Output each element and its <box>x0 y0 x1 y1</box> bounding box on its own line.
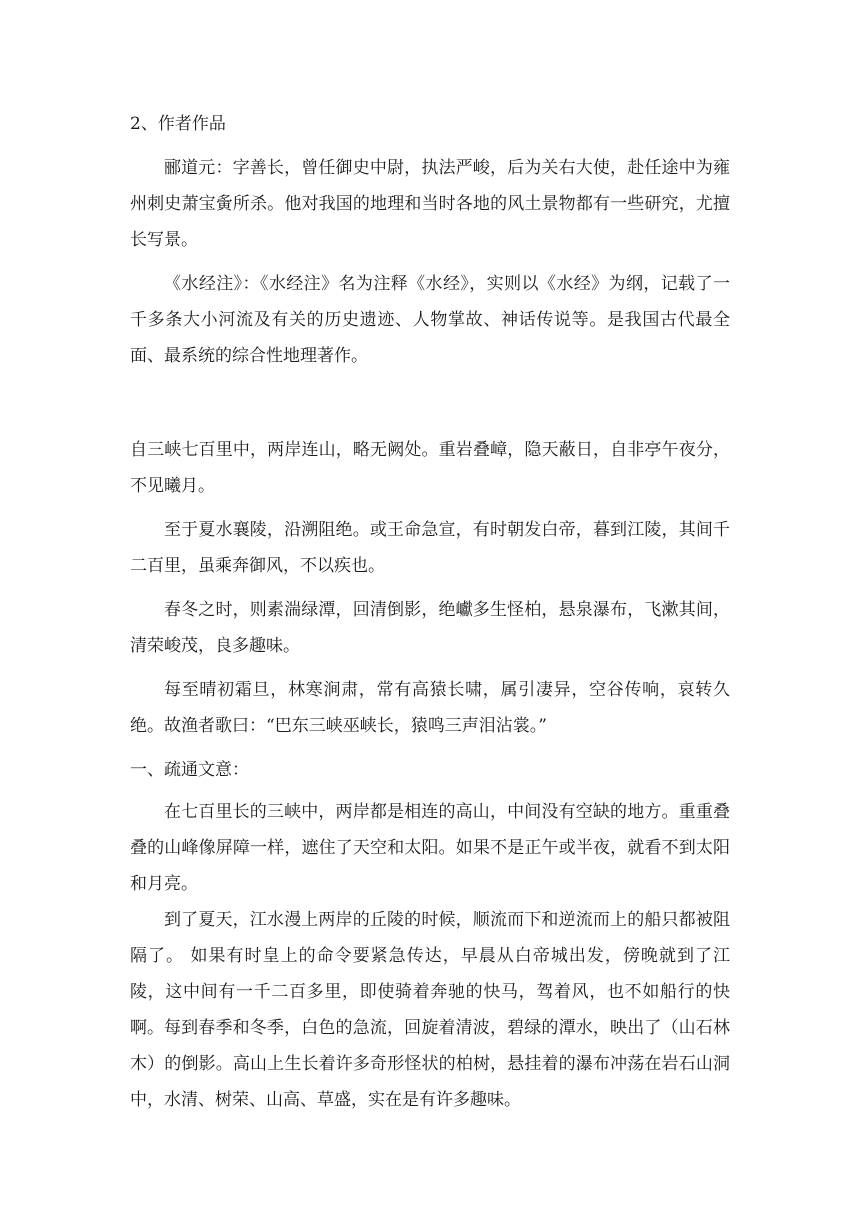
translation-paragraph-1: 在七百里长的三峡中，两岸都是相连的高山，中间没有空缺的地方。重重叠叠的山峰像屏障一样，遮住了天空和太阳。如果不是正午或半夜，就看不到太阳和月亮。 <box>130 802 730 894</box>
author-intro-paragraph: 郦道元：字善长，曾任御史中尉，执法严峻，后为关右大使，赴任途中为雍州刺史萧宝夤所杀。他对我国的地理和当时各地的风土景物都有一些研究，尤擅长写景。 <box>130 158 730 250</box>
original-text-paragraph-1: 自三峡七百里中，两岸连山，略无阙处。重岩叠嶂，隐天蔽日，自非亭午夜分，不见曦月。 <box>130 440 730 496</box>
translation-paragraph-2: 到了夏天，江水漫上两岸的丘陵的时候，顺流而下和逆流而上的船只都被阻隔了。 如果有时皇上的命令要紧急传达，早晨从白帝城出发，傍晚就到了江陵，这中间有一千二百多里，即使骑着奔驰的快马，驾着风，也不如船行的快啊。 <box>130 910 730 1038</box>
translation-paragraph-3: 每到春季和冬季，白色的急流，回旋着清波，碧绿的潭水，映出了（山石林木）的倒影。高山上生长着许多奇形怪状的柏树，悬挂着的瀑布冲荡在岩石山洞中，水清、树荣、山高、草盛，实在是有许多趣味。 <box>130 1018 730 1110</box>
section-heading: 2、作者作品 <box>130 114 226 134</box>
work-intro-paragraph: 《水经注》：《水经注》名为注释《水经》，实则以《水经》为纲，记载了一千多条大小河流及有关的历史遗迹、人物掌故、神话传说等。是我国古代最全面、最系统的综合性地理著作。 <box>130 274 730 366</box>
translation-heading: 一、疏通文意： <box>130 760 249 780</box>
original-text-paragraph-2: 至于夏水襄陵，沿溯阻绝。或王命急宣，有时朝发白帝，暮到江陵，其间千二百里，虽乘奔御风，不以疾也。 <box>130 520 730 576</box>
original-text-paragraph-4: 每至晴初霜旦，林寒涧肃，常有高猿长啸，属引凄异，空谷传响，哀转久绝。故渔者歌曰：“巴东三峡巫峡长，猿鸣三声泪沾裳。” <box>130 680 730 736</box>
original-text-paragraph-3: 春冬之时，则素湍绿潭，回清倒影，绝巘多生怪柏，悬泉瀑布，飞漱其间，清荣峻茂，良多趣味。 <box>130 600 730 656</box>
